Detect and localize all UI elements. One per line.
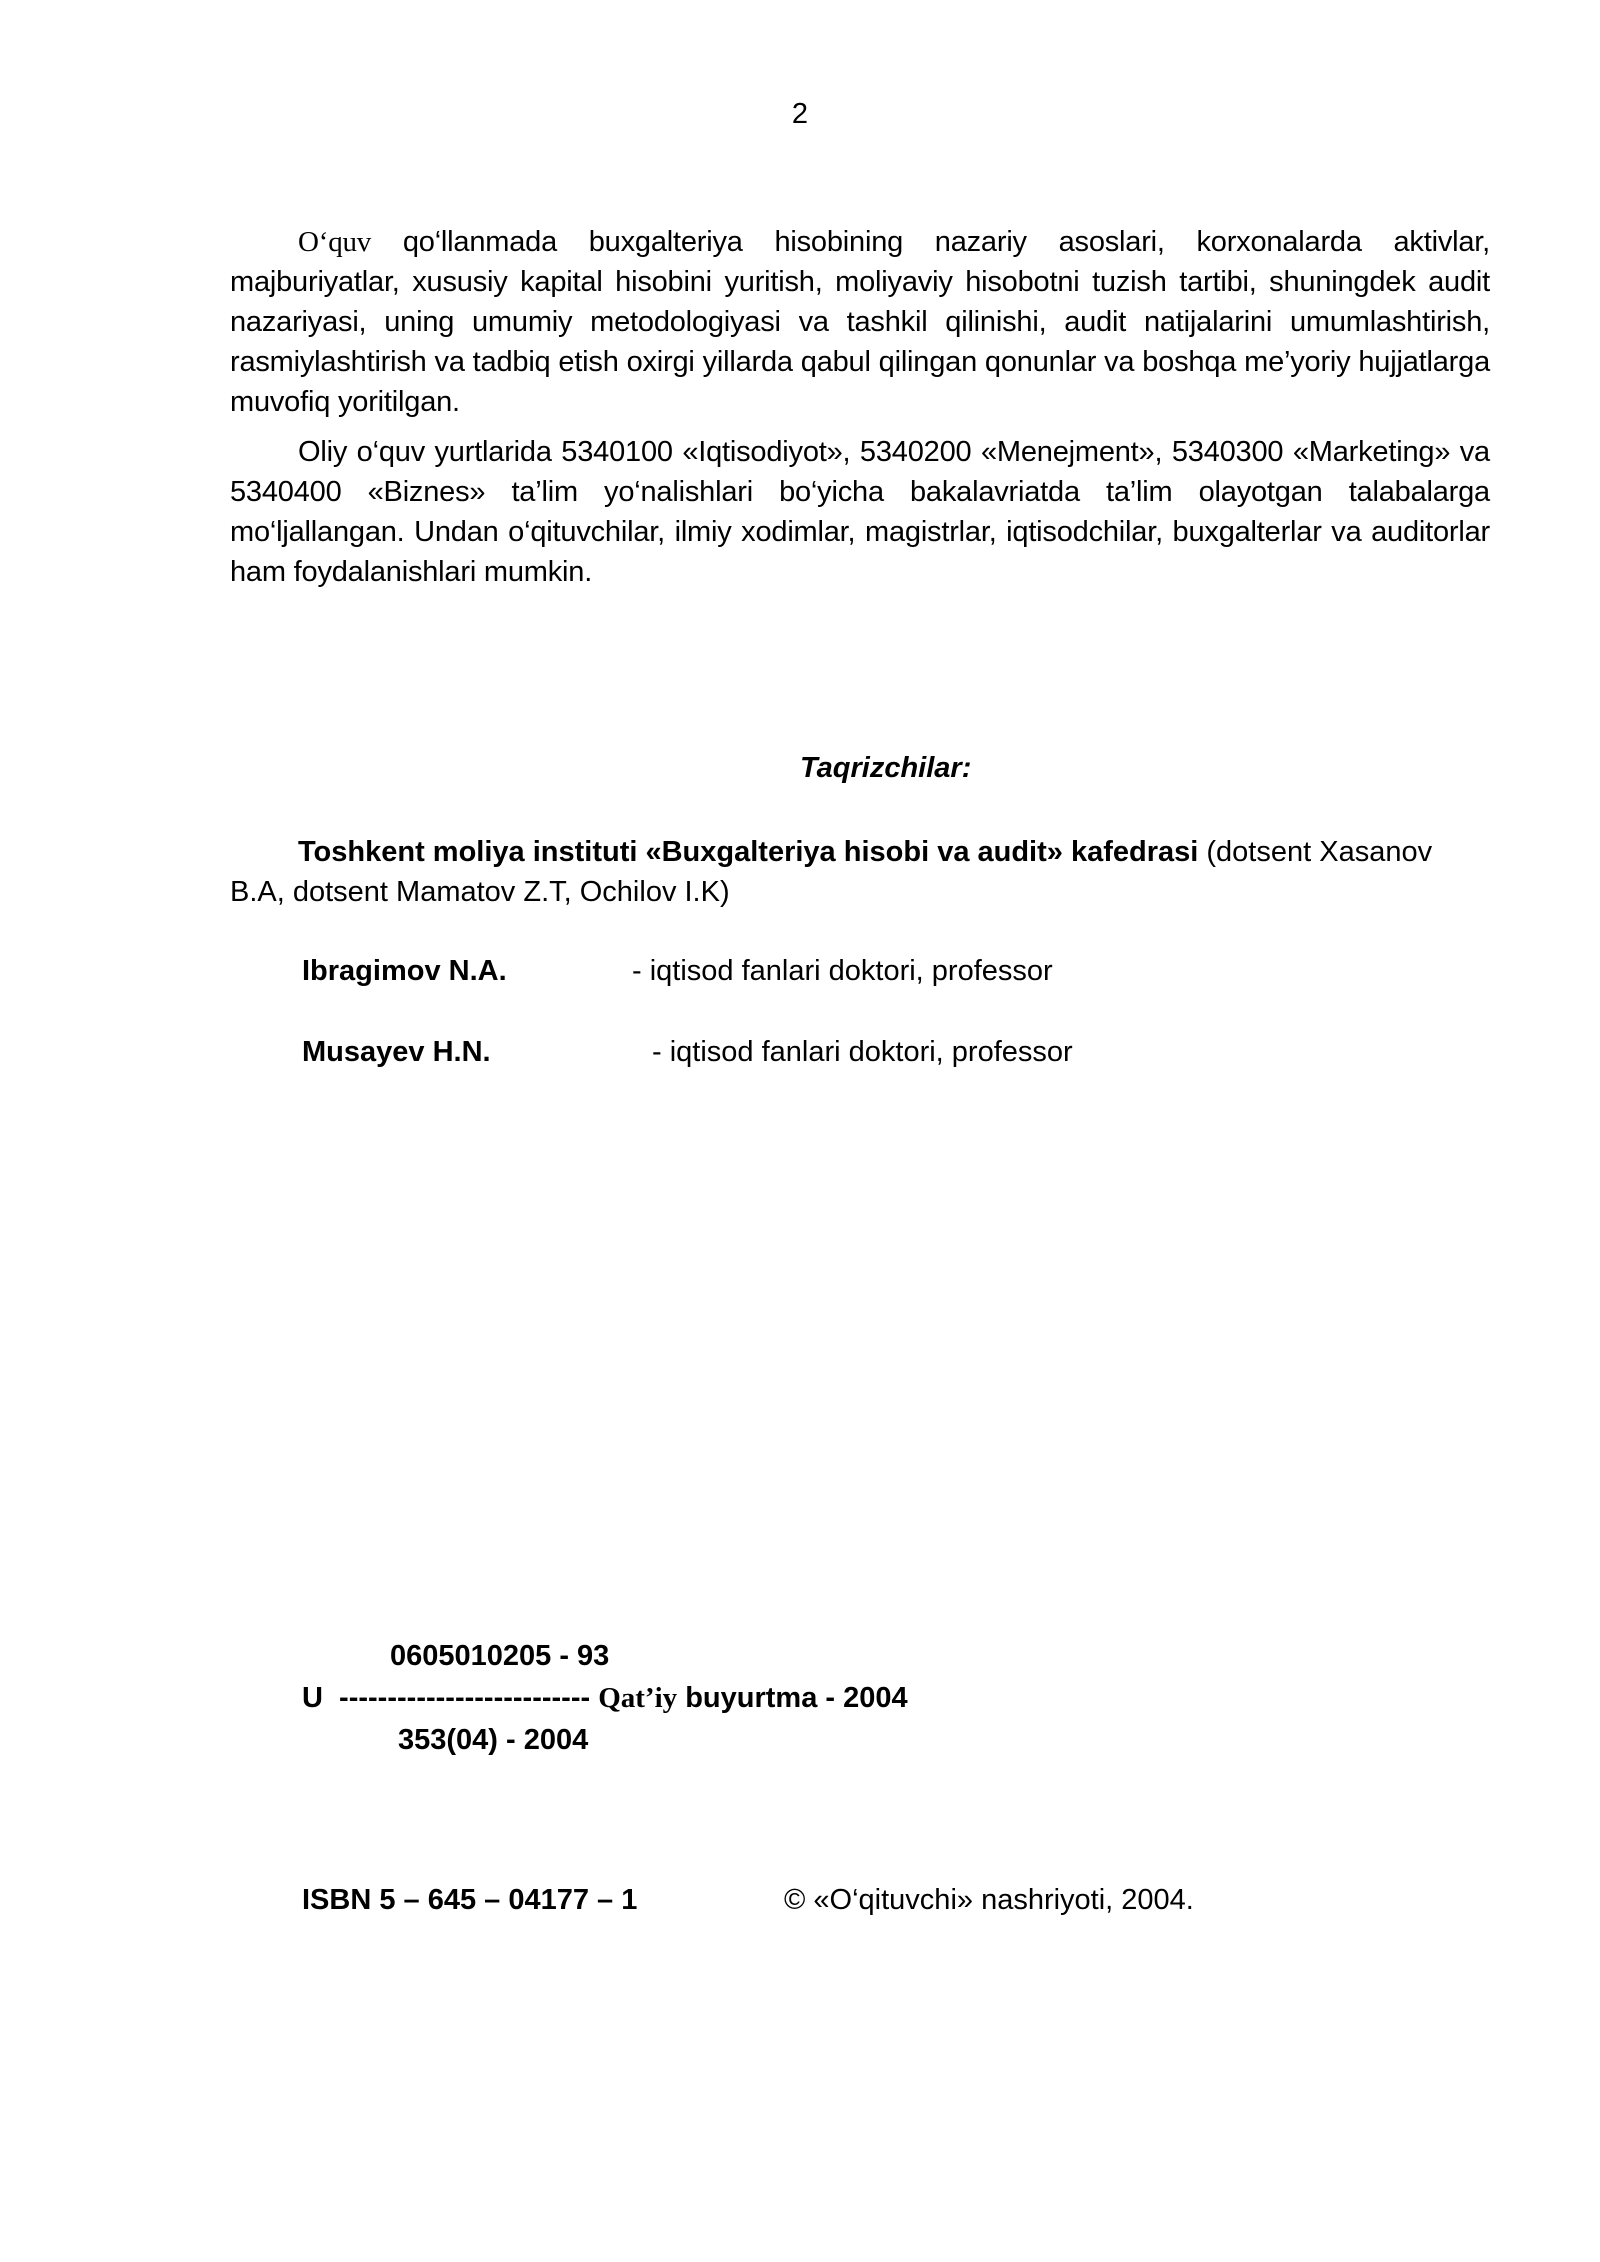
copyright-notice: © «O‘qituvchi» nashriyoti, 2004. xyxy=(784,1884,1194,1916)
reviewer-name-2: Musayev H.N. xyxy=(302,1036,491,1068)
reviewer-organization-name: Toshkent moliya instituti «Buxgalteriya hisobi va audit» kafedrasi xyxy=(298,836,1199,868)
reviewer-title-2: - iqtisod fanlari doktori, professor xyxy=(652,1036,1073,1068)
publication-order-rest: buyurtma - 2004 xyxy=(677,1682,908,1714)
reviewer-name-1: Ibragimov N.A. xyxy=(302,955,507,987)
reviewer-organization xyxy=(230,832,1490,912)
publication-code-prefix: U -------------------------- xyxy=(302,1682,599,1714)
reviewer-organization-members: (dotsent Xasanov B.A, dotsent Mamatov Z.T, Ochilov I.K) xyxy=(230,836,1433,908)
reviewers-heading: Taqrizchilar: xyxy=(800,752,972,784)
isbn: ISBN 5 – 645 – 04177 – 1 xyxy=(302,1884,638,1916)
paragraph-intro-lead: O‘quv xyxy=(298,226,372,258)
publication-code-bottom: 353(04) - 2004 xyxy=(398,1724,589,1756)
paragraph-intro-text: qo‘llanmada buxgalteriya hisobining nazariy asoslari, korxonalarda aktivlar, majburiyatlar, xususiy kapital hisobini yuritish, moliyaviy hisobotni tuzish tartibi, shuningdek audit nazariyasi, uning umumiy metodologiyasi va tashkil qilinishi, audit natijalarini umumlashtirish, rasmiylashtirish va tadbiq etish oxirgi yillarda qabul qilingan qonunlar va boshqa me’yoriy hujjatlarga muvofiq yoritilgan. xyxy=(230,226,1490,418)
publication-order-word: Qat’iy xyxy=(598,1682,678,1714)
page-number: 2 xyxy=(791,98,809,130)
reviewer-title-1: - iqtisod fanlari doktori, professor xyxy=(632,955,1053,987)
paragraph-audience: Oliy o‘quv yurtlarida 5340100 «Iqtisodiyot», 5340200 «Menejment», 5340300 «Marketing» va 5340400 «Biznes» ta’lim yo‘nalishlari bo‘yicha bakalavriatda ta’lim olayotgan talabalarga mo‘ljallangan. Undan o‘qituvchilar, ilmiy xodimlar, magistrlar, iqtisodchilar, buxgalterlar va auditorlar ham foydalanishlari mumkin. xyxy=(230,436,1490,588)
paragraph-intro xyxy=(230,222,1490,422)
publication-code-top: 0605010205 - 93 xyxy=(390,1640,610,1672)
publication-code-line xyxy=(302,1682,908,1715)
